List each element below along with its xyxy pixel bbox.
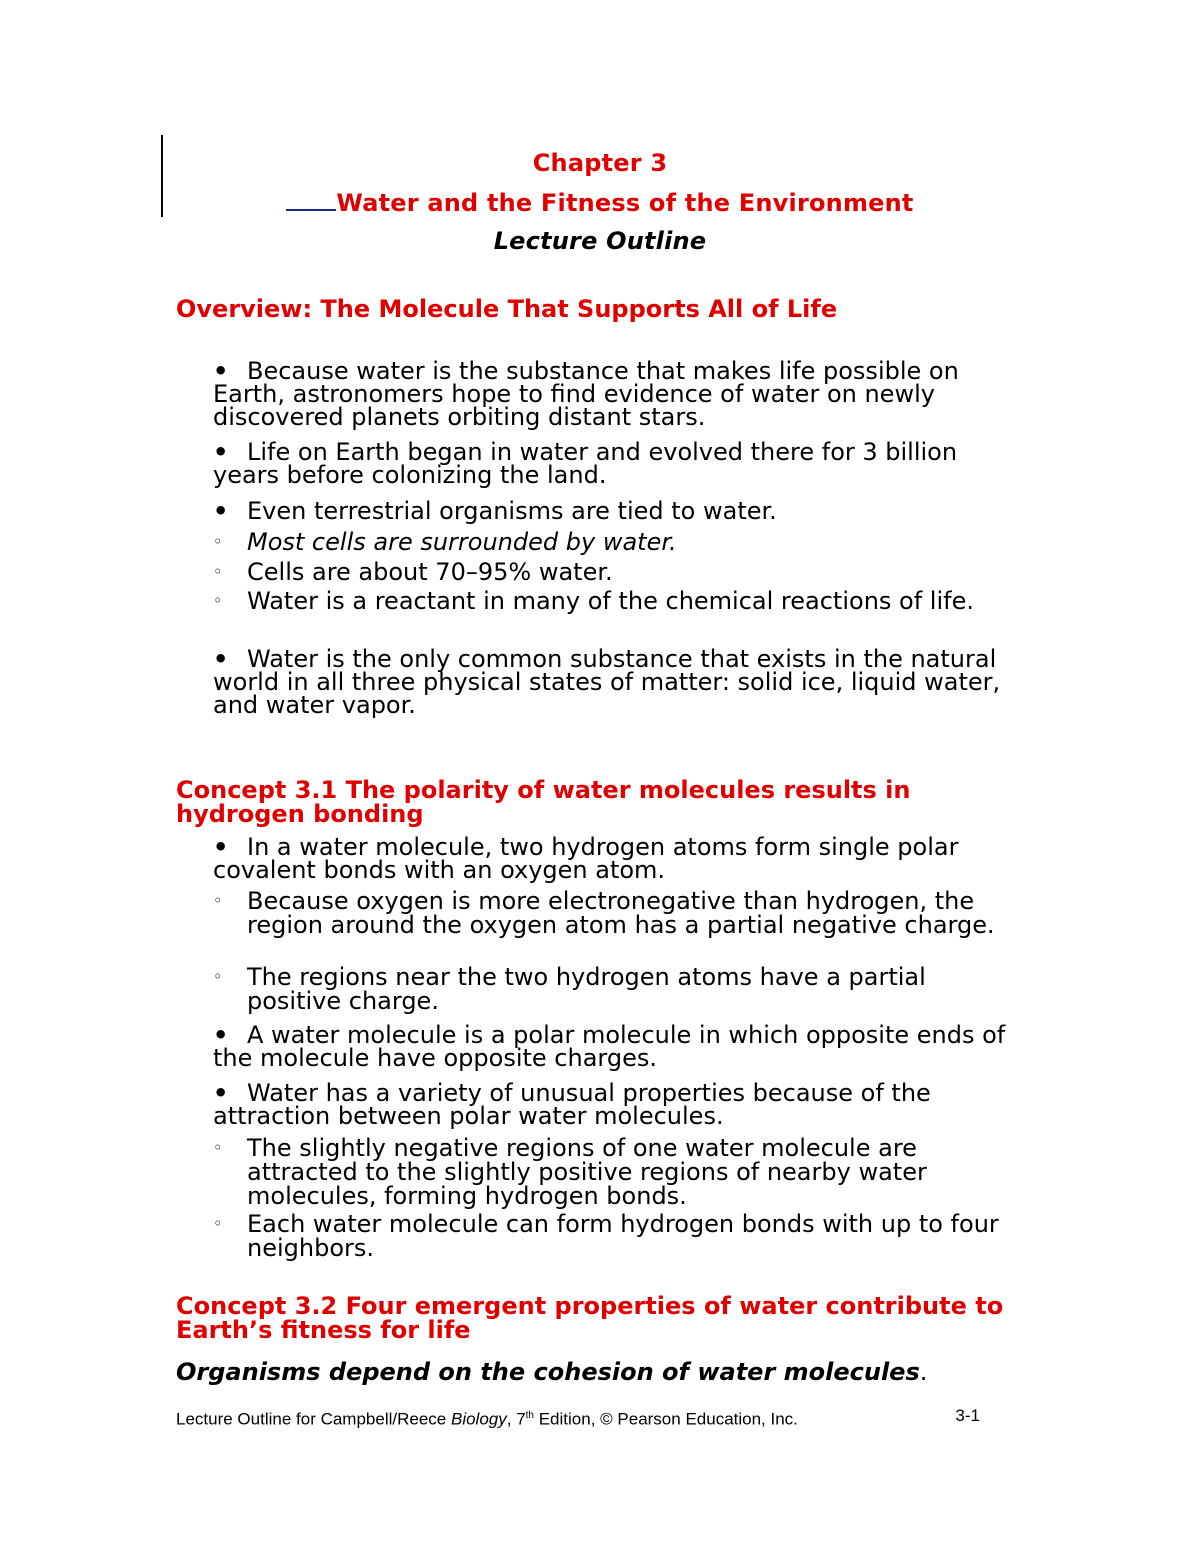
sub-bullet-icon: ◦ <box>213 967 223 986</box>
item-text: Water has a variety of unusual properties because of the attraction between polar water molecules. <box>213 1079 931 1130</box>
lecture-outline-subtitle <box>0 226 1200 256</box>
item-text: The regions near the two hydrogen atoms have a partial positive charge. <box>247 963 926 1015</box>
bullet-icon: • <box>213 1021 229 1049</box>
overview-item-2 <box>213 438 1023 489</box>
title-blank <box>286 189 336 217</box>
footer-edition-suffix: th <box>525 1410 534 1421</box>
page-number: 3-1 <box>955 1406 980 1425</box>
bullet-icon: • <box>213 833 229 861</box>
chapter-title-text: Water and the Fitness of the Environment <box>336 189 914 217</box>
sub-bullet-icon: ◦ <box>213 591 223 610</box>
overview-heading: Overview: The Molecule That Supports All of Life <box>176 295 838 323</box>
concept31-item-3 <box>213 1079 1023 1130</box>
bullet-icon: • <box>213 1079 229 1107</box>
overview-subitem-1 <box>213 530 1023 554</box>
overview-item-1 <box>213 357 1023 431</box>
chapter-label <box>0 148 1200 178</box>
subheading-text: Organisms depend on the cohesion of water molecules <box>176 1358 920 1386</box>
bullet-icon: • <box>213 497 229 525</box>
sub-bullet-icon: ◦ <box>213 562 223 581</box>
footer-text: Lecture Outline for Campbell/Reece <box>176 1409 451 1429</box>
chapter-title <box>0 187 1200 218</box>
item-text: Most cells are surrounded by water. <box>247 528 677 556</box>
footer-edition: , 7 <box>506 1409 526 1429</box>
overview-item-4 <box>213 645 1023 719</box>
concept31-subitem-1 <box>213 889 1023 937</box>
overview-item-3 <box>213 497 1023 525</box>
sub-bullet-icon: ◦ <box>213 891 223 910</box>
concept31-item-2 <box>213 1021 1023 1072</box>
cohesion-subheading <box>176 1360 1036 1384</box>
item-text: In a water molecule, two hydrogen atoms form single polar covalent bonds with an oxygen atom. <box>213 833 959 884</box>
bullet-icon: • <box>213 357 229 385</box>
sub-bullet-icon: ◦ <box>213 1138 223 1157</box>
chapter-text: Chapter 3 <box>532 149 668 177</box>
footer-copyright: Edition, © Pearson Education, Inc. <box>534 1409 798 1429</box>
concept-3-2-heading: Concept 3.2 Four emergent properties of water contribute to Earth’s fitness for life <box>176 1292 1004 1344</box>
item-text: Each water molecule can form hydrogen bonds with up to four neighbors. <box>247 1210 999 1262</box>
item-text: The slightly negative regions of one water molecule are attracted to the slightly positive regions of nearby water molecules, forming hydrogen bonds. <box>247 1134 927 1210</box>
concept31-subitem-4 <box>213 1212 1023 1260</box>
item-text: Water is the only common substance that exists in the natural world in all three physical states of matter: solid ice, liquid water, and water vapor. <box>213 645 1001 719</box>
item-text: Because oxygen is more electronegative than hydrogen, the region around the oxygen atom has a partial negative charge. <box>247 887 995 939</box>
item-text: Even terrestrial organisms are tied to water. <box>247 497 777 525</box>
subheading-period: . <box>919 1358 928 1386</box>
page-footer <box>176 1405 980 1431</box>
subtitle-text: Lecture Outline <box>493 227 707 255</box>
sub-bullet-icon: ◦ <box>213 1214 223 1233</box>
concept31-subitem-2 <box>213 965 1023 1013</box>
item-text: Cells are about 70–95% water. <box>247 558 613 586</box>
concept-3-1-heading: Concept 3.1 The polarity of water molecules results in hydrogen bonding <box>176 776 911 828</box>
item-text: Life on Earth began in water and evolved there for 3 billion years before colonizing the land. <box>213 438 958 489</box>
item-text: A water molecule is a polar molecule in which opposite ends of the molecule have opposite charges. <box>213 1021 1006 1072</box>
title-blank-line <box>286 187 336 211</box>
sub-bullet-icon: ◦ <box>213 532 223 551</box>
concept31-item-1 <box>213 833 1023 884</box>
item-text: Because water is the substance that makes life possible on Earth, astronomers hope to find evidence of water on newly discovered planets orbiting distant stars. <box>213 357 959 431</box>
item-text: Water is a reactant in many of the chemical reactions of life. <box>247 587 974 615</box>
concept31-subitem-3 <box>213 1136 1023 1208</box>
footer-book-title: Biology <box>450 1409 507 1429</box>
bullet-icon: • <box>213 645 229 673</box>
overview-subitem-2 <box>213 560 1023 584</box>
overview-subitem-3 <box>213 589 1023 613</box>
bullet-icon: • <box>213 438 229 466</box>
